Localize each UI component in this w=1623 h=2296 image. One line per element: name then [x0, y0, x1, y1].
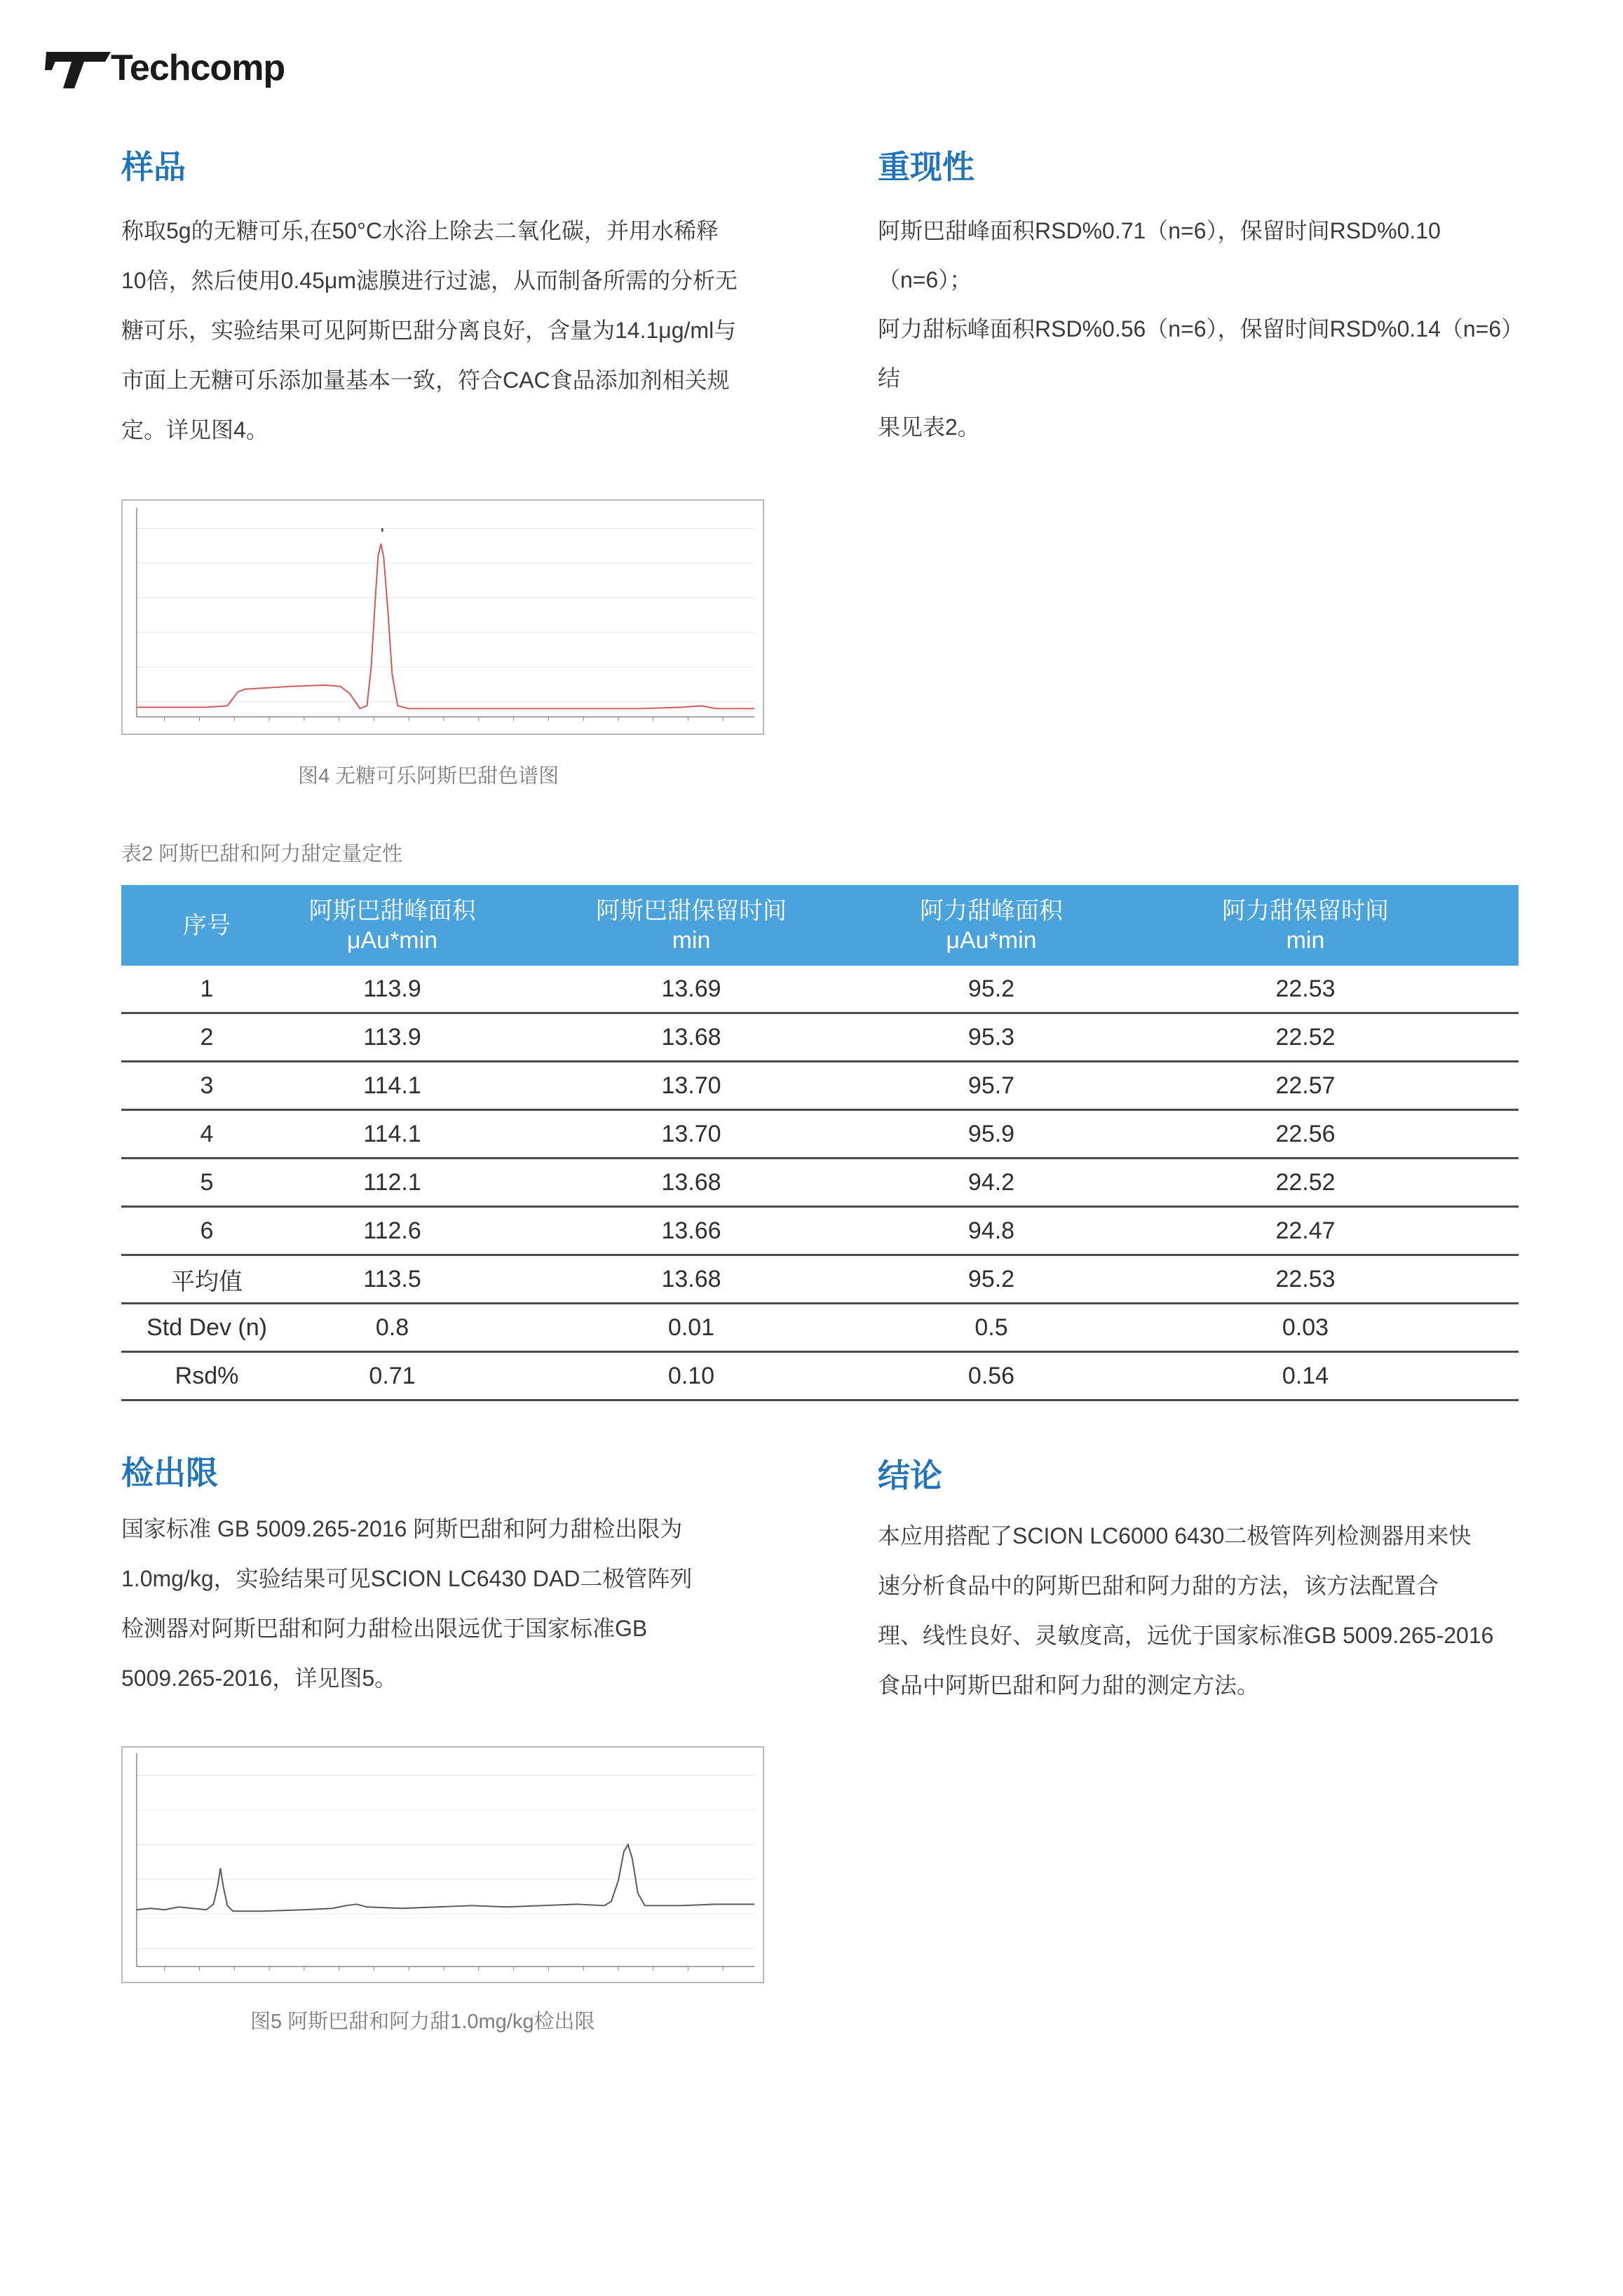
table-row-stddev — [121, 1304, 1519, 1352]
gridlines — [137, 1776, 754, 1949]
table-cell: 22.57 — [1092, 1062, 1519, 1110]
x-ticks — [165, 1966, 724, 1971]
table-caption: 表2 阿斯巴甜和阿力甜定量定性 — [121, 843, 403, 865]
table-cell: 5 — [121, 1159, 292, 1207]
table-cell: 0.56 — [890, 1352, 1092, 1400]
header-index: 序号 — [121, 885, 292, 966]
table-cell: 94.8 — [890, 1207, 1092, 1255]
table-cell: 2 — [121, 1013, 292, 1062]
table-cell: 0.10 — [492, 1352, 890, 1400]
conclusion-line: 理、线性良好、灵敏度高，远优于国家标准GB 5009.265-2016 — [878, 1623, 1494, 1648]
conclusion-line: 本应用搭配了SCION LC6000 6430二极管阵列检测器用来快 — [878, 1523, 1472, 1548]
lod-line: 检测器对阿斯巴甜和阿力甜检出限远优于国家标准GB — [121, 1616, 648, 1641]
figure-5-caption: 图5 阿斯巴甜和阿力甜1.0mg/kg检出限 — [250, 2011, 595, 2033]
reproducibility-line: 果见表2。 — [878, 414, 980, 440]
chromatogram-4-trace — [137, 543, 754, 708]
sample-line: 称取5g的无糖可乐,在50°C水浴上除去二氧化碳，并用水稀释 — [121, 218, 719, 243]
table-row-rsd — [121, 1352, 1519, 1400]
x-ticks — [165, 717, 724, 721]
table-cell: 114.1 — [292, 1062, 492, 1110]
table-cell: 0.5 — [890, 1304, 1092, 1352]
chromatogram-5-trace — [137, 1844, 754, 1911]
header-aspartame-rt: 阿斯巴甜保留时间 min — [492, 885, 890, 966]
table-cell: 13.66 — [492, 1207, 890, 1255]
lod-line: 国家标准 GB 5009.265-2016 阿斯巴甜和阿力甜检出限为 — [121, 1516, 683, 1541]
table-row — [121, 1110, 1519, 1159]
header-alitame-area: 阿力甜峰面积 μAu*min — [890, 885, 1092, 966]
conclusion-line: 速分析食品中的阿斯巴甜和阿力甜的方法，该方法配置合 — [878, 1573, 1439, 1598]
reproducibility-line: 阿力甜标峰面积RSD%0.56（n=6），保留时间RSD%0.14（n=6）结 — [878, 316, 1513, 391]
sample-line: 定。详见图4。 — [121, 417, 269, 443]
table-row — [121, 966, 1519, 1013]
figure-4-chromatogram — [121, 499, 764, 735]
conclusion-title: 结论 — [878, 1457, 942, 1494]
table-cell: 0.14 — [1092, 1352, 1519, 1400]
techcomp-logo — [43, 43, 285, 93]
table-cell: 113.9 — [292, 966, 492, 1013]
sample-line: 糖可乐，实验结果可见阿斯巴甜分离良好，含量为14.1μg/ml与 — [121, 318, 737, 343]
lod-paragraph — [121, 1504, 780, 1703]
table-cell: 3 — [121, 1062, 292, 1110]
sample-line: 市面上无糖可乐添加量基本一致，符合CAC食品添加剂相关规 — [121, 367, 730, 393]
table-cell: Rsd% — [121, 1352, 292, 1400]
table-cell: 0.03 — [1092, 1304, 1519, 1352]
figure-5-chromatogram — [121, 1746, 764, 1983]
table-row — [121, 1207, 1519, 1255]
table-cell: 22.53 — [1092, 966, 1519, 1013]
table-cell: 平均值 — [121, 1255, 292, 1304]
table-cell: 113.5 — [292, 1255, 492, 1304]
table-cell: 13.70 — [492, 1062, 890, 1110]
table-cell: 6 — [121, 1207, 292, 1255]
lod-line: 1.0mg/kg，实验结果可见SCION LC6430 DAD二极管阵列 — [121, 1566, 693, 1591]
sample-line: 10倍，然后使用0.45μm滤膜进行过滤，从而制备所需的分析无 — [121, 268, 738, 293]
reproducibility-paragraph — [878, 206, 1523, 452]
table-cell: 0.8 — [292, 1304, 492, 1352]
table-cell: 13.70 — [492, 1110, 890, 1159]
chromatogram-5-plot — [123, 1748, 763, 1982]
table-cell: 95.3 — [890, 1013, 1092, 1062]
table-cell: 1 — [121, 966, 292, 1013]
table-cell: 13.68 — [492, 1013, 890, 1062]
table-cell: 13.68 — [492, 1255, 890, 1304]
reproducibility-line: 阿斯巴甜峰面积RSD%0.71（n=6），保留时间RSD%0.10（n=6）； — [878, 218, 1441, 292]
table-cell: 95.9 — [890, 1110, 1092, 1159]
table-cell: 95.2 — [890, 966, 1092, 1013]
table-cell: 13.68 — [492, 1159, 890, 1207]
chromatogram-4-plot — [123, 501, 763, 734]
figure-4-caption: 图4 无糖可乐阿斯巴甜色谱图 — [298, 765, 559, 788]
lod-title: 检出限 — [121, 1454, 218, 1491]
table-cell: 4 — [121, 1110, 292, 1159]
table-cell: 22.52 — [1092, 1159, 1519, 1207]
conclusion-line: 食品中阿斯巴甜和阿力甜的测定方法。 — [878, 1673, 1260, 1698]
header-alitame-rt: 阿力甜保留时间 min — [1092, 885, 1519, 966]
table-cell: 0.71 — [292, 1352, 492, 1400]
table-row — [121, 1013, 1519, 1062]
reproducibility-title: 重现性 — [878, 149, 975, 185]
table-cell: 22.47 — [1092, 1207, 1519, 1255]
peak-marker: ▮ — [381, 527, 384, 533]
quantitation-table — [121, 885, 1519, 1401]
table-row-mean — [121, 1255, 1519, 1304]
gridlines — [137, 529, 754, 702]
table-cell: 22.56 — [1092, 1110, 1519, 1159]
table-cell: 94.2 — [890, 1159, 1092, 1207]
table-row — [121, 1062, 1519, 1110]
table-cell: 95.7 — [890, 1062, 1092, 1110]
table-cell: 114.1 — [292, 1110, 492, 1159]
sample-title: 样品 — [121, 149, 186, 185]
table-cell: Std Dev (n) — [121, 1304, 292, 1352]
table-cell: 113.9 — [292, 1013, 492, 1062]
lod-line: 5009.265-2016，详见图5。 — [121, 1666, 398, 1691]
table-cell: 22.52 — [1092, 1013, 1519, 1062]
table-header-row — [121, 885, 1519, 966]
conclusion-paragraph — [878, 1511, 1523, 1710]
table-cell: 13.69 — [492, 966, 890, 1013]
techcomp-mark-icon — [43, 46, 114, 90]
sample-paragraph — [121, 206, 766, 455]
table-cell: 112.1 — [292, 1159, 492, 1207]
table-cell: 0.01 — [492, 1304, 890, 1352]
table-cell: 95.2 — [890, 1255, 1092, 1304]
table-row — [121, 1159, 1519, 1207]
table-cell: 22.53 — [1092, 1255, 1519, 1304]
header-aspartame-area: 阿斯巴甜峰面积 μAu*min — [292, 885, 492, 966]
table-cell: 112.6 — [292, 1207, 492, 1255]
brand-name: Techcomp — [111, 48, 285, 88]
